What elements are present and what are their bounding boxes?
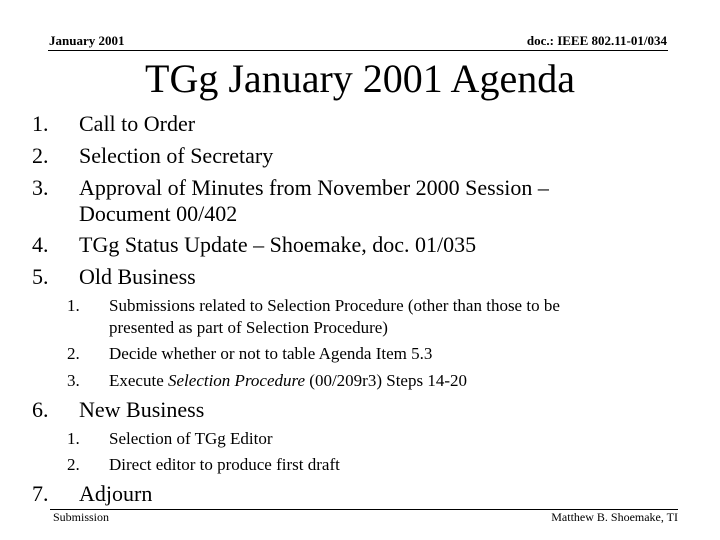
agenda-item-5-text: Old Business (79, 264, 196, 289)
agenda-item-4-number: 4. (32, 232, 49, 257)
agenda-subitem-5-3-text-pre: Execute (109, 371, 168, 390)
agenda-subitem-6-2-text: Direct editor to produce first draft (109, 455, 340, 474)
agenda-subitem-5-2-number: 2. (67, 344, 80, 363)
agenda-subitem-5-3-text-post: (00/209r3) Steps 14-20 (305, 371, 468, 390)
agenda-subitem-5-3-text (109, 370, 467, 392)
agenda-subitem-5-3-text-italic: Selection Procedure (168, 371, 306, 390)
agenda-subitem-6-1-text: Selection of TGg Editor (109, 429, 273, 448)
header-rule (48, 50, 668, 51)
agenda-subitem-5-2-text: Decide whether or not to table Agenda Item 5.3 (109, 344, 433, 363)
agenda-item-1-number: 1. (32, 111, 49, 136)
agenda-item-6-text: New Business (79, 397, 205, 422)
agenda-subitem-5-3-number: 3. (67, 371, 80, 390)
agenda-subitem-5-1-text-line1: Submissions related to Selection Procedure (other than those to be (109, 296, 560, 315)
agenda-item-4-text: TGg Status Update – Shoemake, doc. 01/035 (79, 232, 477, 257)
agenda-item-5-number: 5. (32, 264, 49, 289)
header-date: January 2001 (49, 33, 125, 48)
agenda-item-2-text: Selection of Secretary (79, 143, 274, 168)
agenda-subitem-5-1-number: 1. (67, 296, 80, 315)
agenda-item-6-number: 6. (32, 397, 49, 422)
agenda-item-3-number: 3. (32, 175, 49, 200)
agenda-item-1-text: Call to Order (79, 111, 196, 136)
agenda-item-3-text-line2: Document 00/402 (79, 201, 238, 226)
agenda-subitem-6-2-number: 2. (67, 455, 80, 474)
agenda-item-2-number: 2. (32, 143, 49, 168)
agenda-item-7-number: 7. (32, 481, 49, 506)
slide-title: TGg January 2001 Agenda (145, 56, 575, 101)
agenda-item-7-text: Adjourn (79, 481, 153, 506)
header-doc-reference: doc.: IEEE 802.11-01/034 (526, 33, 667, 48)
agenda-subitem-6-1-number: 1. (67, 429, 80, 448)
footer-author: Matthew B. Shoemake, TI (551, 510, 678, 524)
agenda-item-3-text-line1: Approval of Minutes from November 2000 Session – (79, 175, 549, 200)
footer-submission-label: Submission (53, 510, 110, 524)
agenda-subitem-5-1-text-line2: presented as part of Selection Procedure) (109, 318, 388, 337)
